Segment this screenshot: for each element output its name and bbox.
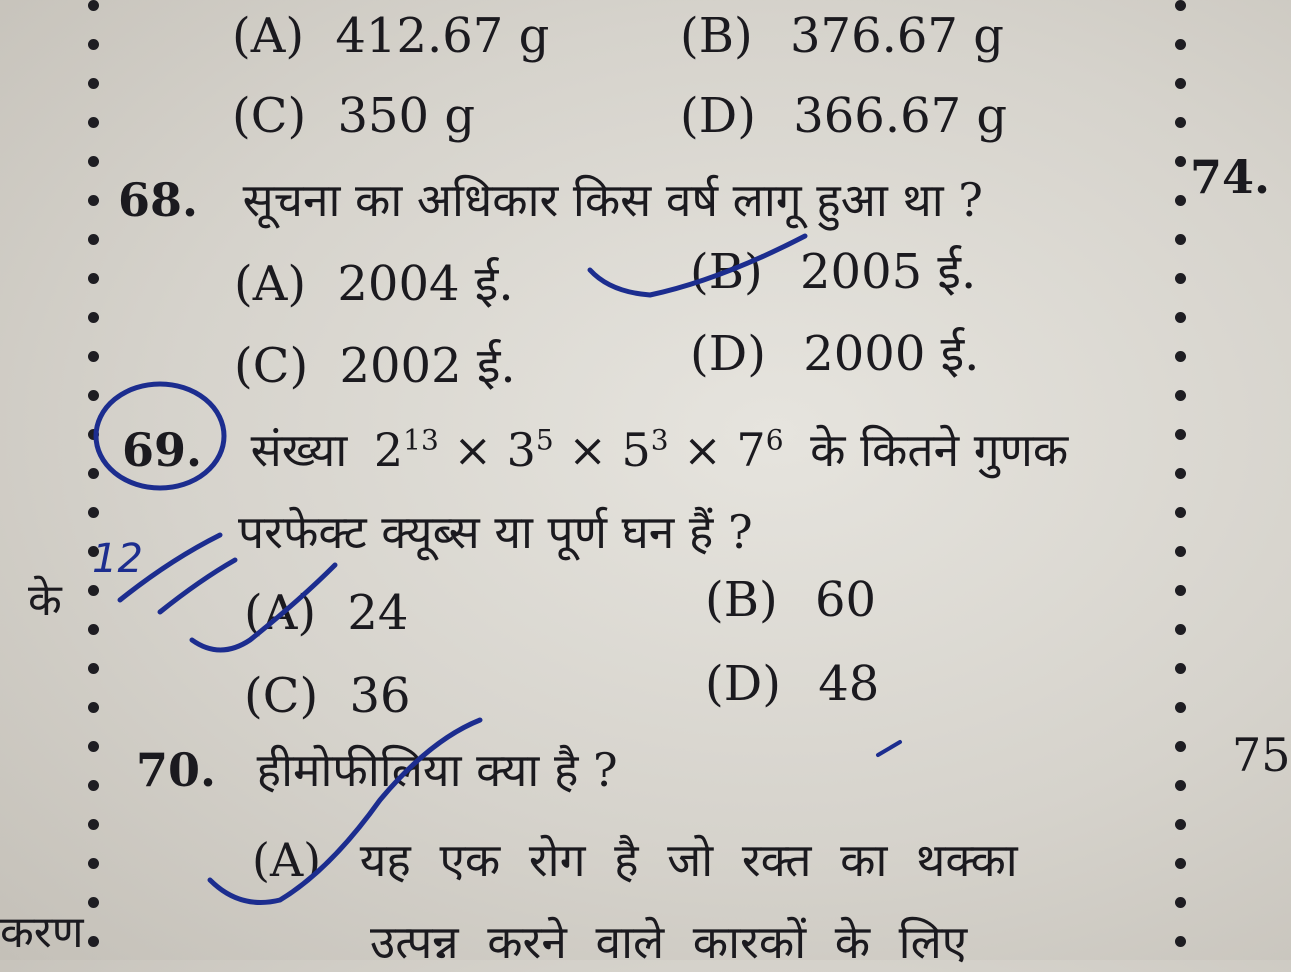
option-label: (A) bbox=[244, 585, 317, 641]
q70-answer-tick bbox=[210, 720, 480, 903]
option-label: (A) bbox=[234, 256, 307, 312]
option-value: 60 bbox=[815, 572, 877, 628]
expression: $2^{13} \times 3^5 \times 5^3 \times 7^6$ bbox=[373, 423, 784, 477]
option-value: 48 bbox=[818, 656, 880, 712]
option-value: 366.67 g bbox=[793, 88, 1008, 144]
q69-answer-tick bbox=[192, 565, 335, 650]
option-value: 24 bbox=[347, 585, 409, 641]
left-margin-fragment-karan: करण bbox=[0, 907, 84, 958]
option-label: (B) bbox=[690, 244, 763, 300]
option-value: 36 bbox=[349, 668, 411, 724]
handwritten-note: 12 bbox=[92, 536, 143, 582]
option-label: (D) bbox=[690, 326, 766, 382]
option-label: (A) bbox=[232, 8, 305, 64]
stray-pen-mark bbox=[878, 742, 900, 755]
option-value: यह एक रोग है जो रक्त का थक्का bbox=[359, 833, 1018, 887]
option-value-continued: उत्पन्न करने वाले कारकों के लिए bbox=[370, 915, 968, 969]
left-margin-fragment-ke: के bbox=[28, 575, 62, 626]
option-label: (B) bbox=[705, 572, 778, 628]
question-text: हीमोफीलिया क्या है ? bbox=[256, 743, 618, 797]
option-value: 2002 ई. bbox=[339, 338, 516, 394]
question-number: 70. bbox=[136, 743, 217, 797]
option-label: (C) bbox=[232, 88, 307, 144]
option-value: 2004 ई. bbox=[337, 256, 514, 312]
question-text: सूचना का अधिकार किस वर्ष लागू हुआ था ? bbox=[242, 173, 983, 227]
option-value: 2005 ई. bbox=[800, 244, 977, 300]
question-number: 68. bbox=[118, 173, 199, 227]
right-margin-question-75: 75 bbox=[1232, 728, 1291, 782]
q69-note-strike-2 bbox=[160, 560, 235, 612]
option-label: (D) bbox=[705, 656, 781, 712]
question-text: परफेक्ट क्यूब्स या पूर्ण घन हैं ? bbox=[238, 505, 753, 559]
option-label: (C) bbox=[244, 668, 319, 724]
option-label: (C) bbox=[234, 338, 309, 394]
option-label: (D) bbox=[680, 88, 756, 144]
question-number: 69. bbox=[122, 423, 203, 477]
option-value: 2000 ई. bbox=[803, 326, 980, 382]
option-label: (B) bbox=[680, 8, 753, 64]
option-value: 350 g bbox=[337, 88, 476, 144]
option-value: 376.67 g bbox=[790, 8, 1004, 64]
option-label: (A) bbox=[252, 833, 322, 887]
q68-answer-tick bbox=[590, 236, 805, 295]
right-margin-question-74: 74. bbox=[1190, 150, 1271, 204]
question-text-suffix: के कितने गुणक bbox=[810, 423, 1069, 477]
question-text-prefix: संख्या bbox=[250, 423, 348, 477]
q69-number-circle bbox=[96, 384, 224, 488]
option-value: 412.67 g bbox=[335, 8, 550, 64]
